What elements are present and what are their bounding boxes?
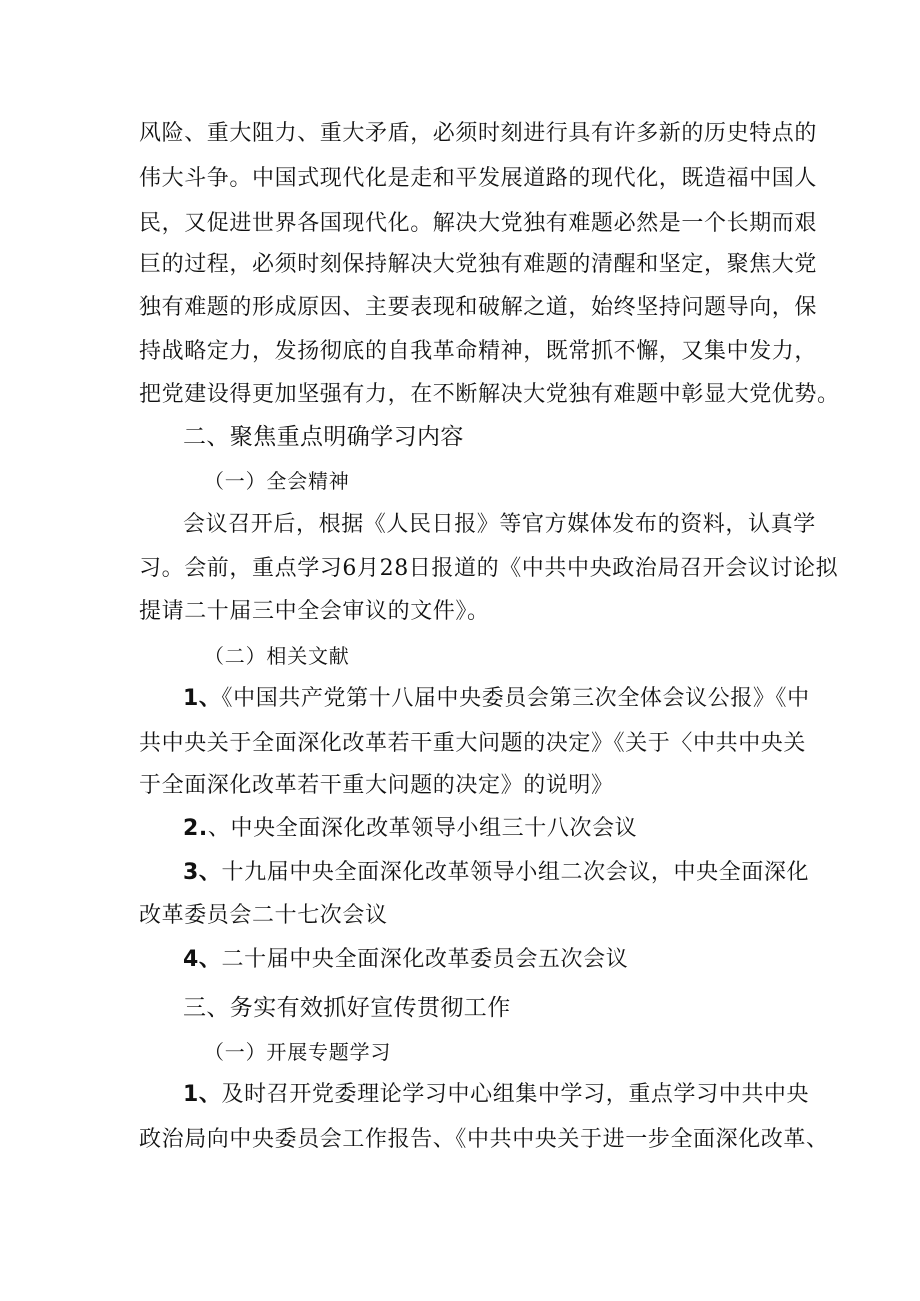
list-item-text: 二十届中央全面深化改革委员会五次会议 bbox=[221, 947, 629, 972]
list-item-number: 3、 bbox=[183, 860, 222, 885]
list-item-number: 2. bbox=[183, 816, 208, 841]
list-item-text: 及时召开党委理论学习中心组集中学习，重点学习中共中央 bbox=[221, 1082, 810, 1107]
section-heading: 三、务实有效抓好宣传贯彻工作 bbox=[183, 995, 511, 1021]
list-item-number: 1、 bbox=[183, 686, 222, 711]
text-line: 巨的过程，必须时刻保持解决大党独有难题的清醒和坚定，聚焦大党 bbox=[139, 252, 818, 277]
list-item bbox=[183, 945, 863, 975]
text-line: 伟大斗争。中国式现代化是走和平发展道路的现代化，既造福中国人 bbox=[139, 166, 818, 191]
text-line: 风险、重大阻力、重大矛盾，必须时刻进行具有许多新的历史特点的 bbox=[139, 121, 818, 146]
subsection-heading: （一）全会精神 bbox=[204, 469, 350, 493]
text-line: 习。会前，重点学习6月28日报道的《中共中央政治局召开会议讨论拟 bbox=[139, 556, 839, 581]
text-line: 民，又促进世界各国现代化。解决大党独有难题必然是一个长期而艰 bbox=[139, 211, 818, 236]
subsection-heading: （二）相关文献 bbox=[204, 644, 350, 668]
list-item-text: 十九届中央全面深化改革领导小组二次会议，中央全面深化 bbox=[221, 860, 810, 885]
text-line: 于全面深化改革若干重大问题的决定》的说明》 bbox=[139, 773, 614, 798]
section-heading: 二、聚焦重点明确学习内容 bbox=[183, 424, 464, 450]
text-line: 独有难题的形成原因、主要表现和破解之道，始终坚持问题导向，保 bbox=[139, 295, 818, 320]
text-line: 把党建设得更加坚强有力，在不断解决大党独有难题中彰显大党优势。 bbox=[139, 382, 840, 407]
text-line: 会议召开后，根据《人民日报》等官方媒体发布的资料，认真学 bbox=[183, 512, 816, 537]
list-item-text: 《中国共产党第十八届中央委员会第三次全体会议公报》《中 bbox=[221, 686, 810, 711]
list-item bbox=[183, 684, 863, 714]
text-line: 持战略定力，发扬彻底的自我革命精神，既常抓不懈，又集中发力， bbox=[139, 339, 818, 364]
subsection-heading: （一）开展专题学习 bbox=[204, 1040, 392, 1064]
list-item-number: 4、 bbox=[183, 947, 222, 972]
list-item-number: 1、 bbox=[183, 1082, 222, 1107]
list-item bbox=[183, 1080, 863, 1110]
list-item-text: 、中央全面深化改革领导小组三十八次会议 bbox=[207, 816, 638, 841]
list-item bbox=[183, 858, 863, 888]
text-line: 提请二十届三中全会审议的文件》。 bbox=[139, 599, 490, 624]
text-line: 共中央关于全面深化改革若干重大问题的决定》《关于〈中共中央关 bbox=[139, 731, 807, 756]
text-line: 政治局向中央委员会工作报告、《中共中央关于进一步全面深化改革、 bbox=[139, 1127, 829, 1152]
list-item bbox=[183, 814, 863, 844]
text-line: 改革委员会二十七次会议 bbox=[139, 903, 388, 928]
